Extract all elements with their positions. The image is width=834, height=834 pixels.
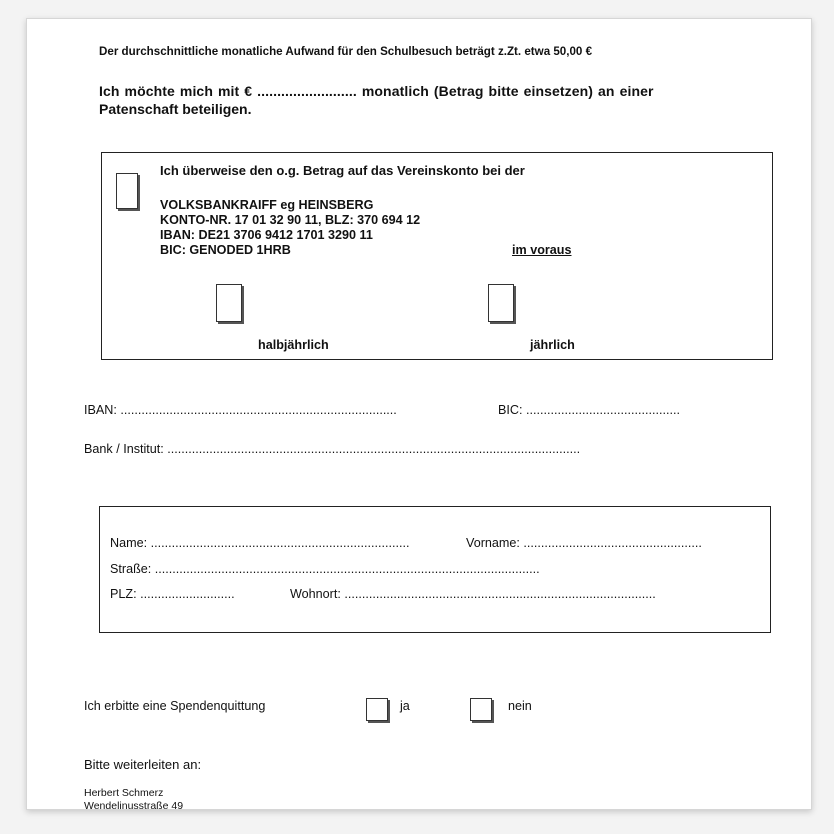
advance-label: im voraus	[512, 243, 572, 257]
forward-street: Wendelinusstraße 49	[84, 800, 184, 810]
wohnort-field[interactable]: Wohnort: .........................................................................................	[290, 587, 656, 601]
receipt-yes-label: ja	[400, 699, 410, 713]
document-page	[26, 18, 812, 810]
yearly-label: jährlich	[530, 338, 575, 352]
receipt-no-checkbox[interactable]	[470, 698, 492, 721]
half-yearly-label: halbjährlich	[258, 338, 329, 352]
club-iban: IBAN: DE21 3706 9412 1701 3290 11	[160, 228, 373, 242]
bank-name: VOLKSBANKRAIFF eg HEINSBERG	[160, 198, 374, 212]
receipt-no-label: nein	[508, 699, 532, 713]
club-bic: BIC: GENODED 1HRB	[160, 243, 291, 257]
intro-cost-line: Der durchschnittliche monatliche Aufwand für den Schulbesuch beträgt z.Zt. etwa 50,00 €	[99, 45, 593, 58]
receipt-label: Ich erbitte eine Spendenquittung	[84, 699, 266, 713]
vorname-field[interactable]: Vorname: ...................................................	[466, 536, 702, 550]
transfer-heading: Ich überweise den o.g. Betrag auf das Vereinskonto bei der	[160, 163, 525, 178]
iban-field[interactable]: IBAN: ...............................................................................	[84, 403, 397, 417]
receipt-yes-checkbox[interactable]	[366, 698, 388, 721]
forward-name: Herbert Schmerz	[84, 787, 164, 799]
transfer-box	[101, 152, 773, 360]
name-field[interactable]: Name: ..........................................................................	[110, 536, 410, 550]
bic-field[interactable]: BIC: ............................................	[498, 403, 680, 417]
plz-field[interactable]: PLZ: ...........................	[110, 587, 235, 601]
yearly-checkbox[interactable]	[488, 284, 514, 322]
strasse-field[interactable]: Straße: ..............................................................................................................	[110, 562, 540, 576]
transfer-checkbox[interactable]	[116, 173, 138, 209]
account-number: KONTO-NR. 17 01 32 90 11, BLZ: 370 694 12	[160, 213, 421, 227]
forward-label: Bitte weiterleiten an:	[84, 757, 202, 772]
half-yearly-checkbox[interactable]	[216, 284, 242, 322]
intro-amount-line: Ich möchte mich mit € ......................... monatlich (Betrag bitte einsetzen) an einer	[99, 83, 654, 99]
intro-sponsorship-line: Patenschaft beteiligen.	[99, 101, 252, 117]
bank-institute-field[interactable]: Bank / Institut: ......................................................................................................................	[84, 442, 581, 456]
address-box	[99, 506, 771, 633]
